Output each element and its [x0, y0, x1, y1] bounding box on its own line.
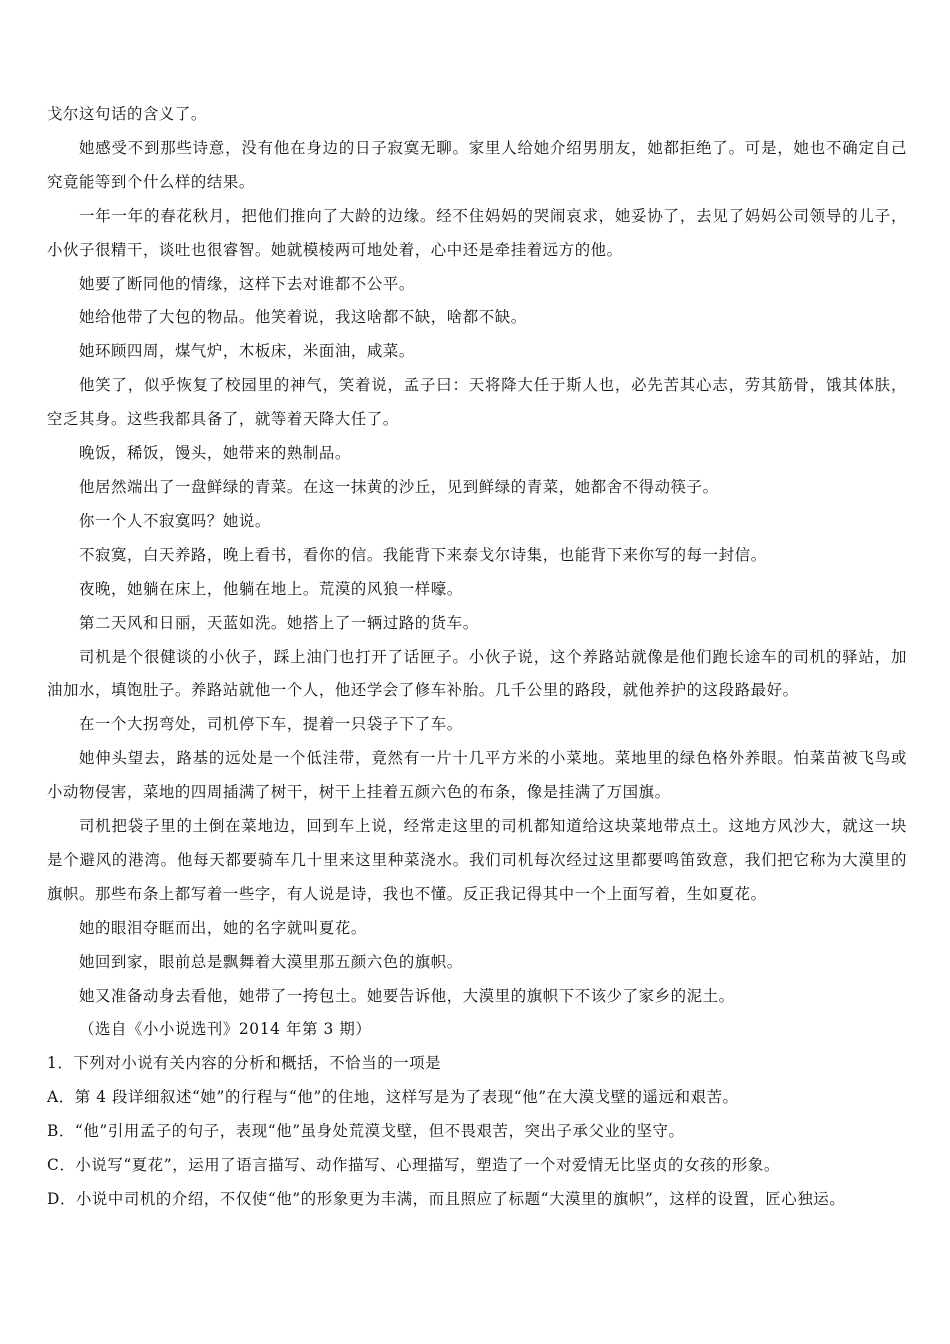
paragraph-19: 她又准备动身去看他，她带了一挎包土。她要告诉他，大漠里的旗帜下不该少了家乡的泥土。 [79, 986, 735, 1005]
paragraph-13: 司机是个很健谈的小伙子，踩上油门也打开了话匣子。小伙子说，这个养路站就像是他们跑长途车的司机的驿站，加油加水，填饱肚子。养路站就他一个人，他还学会了修车补胎。几千公里的路段，就他养护的这段路最好。 [47, 647, 907, 700]
question-stem: 1．下列对小说有关内容的分析和概括，不恰当的一项是 [47, 1054, 442, 1073]
paragraph-8: 他居然端出了一盘鲜绿的青菜。在这一抹黄的沙丘，见到鲜绿的青菜，她都舍不得动筷子。 [79, 477, 719, 496]
paragraph-5: 她环顾四周，煤气炉，木板床，米面油，咸菜。 [79, 342, 415, 361]
paragraph-1: 她感受不到那些诗意，没有他在身边的日子寂寞无聊。家里人给她介绍男朋友，她都拒绝了。可是，她也不确定自己究竟能等到个什么样的结果。 [47, 138, 907, 191]
paragraph-14: 在一个大拐弯处，司机停下车，提着一只袋子下了车。 [79, 715, 463, 734]
paragraph-3: 她要了断同他的情缘，这样下去对谁都不公平。 [79, 274, 415, 293]
paragraph-9: 你一个人不寂寞吗？她说。 [79, 511, 271, 530]
paragraph-7: 晚饭，稀饭，馒头，她带来的熟制品。 [79, 444, 351, 463]
paragraph-6: 他笑了，似乎恢复了校园里的神气，笑着说，孟子曰：天将降大任于斯人也，必先苦其心志，劳其筋骨，饿其体肤，空乏其身。这些我都具备了，就等着天降大任了。 [47, 376, 907, 429]
option-a: A．第 4 段详细叙述“她”的行程与“他”的住地，这样写是为了表现“他”在大漠戈壁的遥远和艰苦。 [47, 1088, 739, 1107]
paragraph-10: 不寂寞，白天养路，晚上看书，看你的信。我能背下来泰戈尔诗集，也能背下来你写的每一封信。 [79, 545, 767, 564]
paragraph-2: 一年一年的春花秋月，把他们推向了大龄的边缘。经不住妈妈的哭闹哀求，她妥协了，去见了妈妈公司领导的儿子，小伙子很精干，谈吐也很睿智。她就模棱两可地处着，心中还是牵挂着远方的他。 [47, 206, 907, 259]
article [47, 98, 907, 1047]
paragraph-11: 夜晚，她躺在床上，他躺在地上。荒漠的风狼一样嚎。 [79, 579, 463, 598]
question-1 [47, 1047, 907, 1217]
paragraph-4: 她给他带了大包的物品。他笑着说，我这啥都不缺，啥都不缺。 [79, 308, 527, 327]
paragraph-18: 她回到家，眼前总是飘舞着大漠里那五颜六色的旗帜。 [79, 952, 463, 971]
document-body [47, 98, 907, 1217]
paragraph-17: 她的眼泪夺眶而出，她的名字就叫夏花。 [79, 918, 367, 937]
option-b: B．“他”引用孟子的句子，表现“他”虽身处荒漠戈壁，但不畏艰苦，突出子承父业的坚守。 [47, 1122, 685, 1141]
paragraph-0: 戈尔这句话的含义了。 [47, 105, 207, 123]
paragraph-15: 她伸头望去，路基的远处是一个低洼带，竟然有一片十几平方米的小菜地。菜地里的绿色格外养眼。怕菜苗被飞鸟或小动物侵害，菜地的四周插满了树干，树干上挂着五颜六色的布条，像是挂满了万国旗。 [47, 749, 907, 802]
paragraph-12: 第二天风和日丽，天蓝如洗。她搭上了一辆过路的货车。 [79, 613, 479, 632]
article-source: （选自《小小说选刊》2014 年第 3 期） [79, 1020, 372, 1039]
option-d: D．小说中司机的介绍，不仅使“他”的形象更为丰满，而且照应了标题“大漠里的旗帜”，这样的设置，匠心独运。 [47, 1190, 846, 1208]
paragraph-16: 司机把袋子里的土倒在菜地边，回到车上说，经常走这里的司机都知道给这块菜地带点土。这地方风沙大，就这一块是个避风的港湾。他每天都要骑车几十里来这里种菜浇水。我们司机每次经过这里都要鸣笛致意，我们把它称为大漠里的旗帜。那些布条上都写着一些字，有人说是诗，我也不懂。反正我记得其中一个上面写着，生如夏花。 [47, 817, 907, 903]
option-c: C．小说写“夏花”，运用了语言描写、动作描写、心理描写，塑造了一个对爱情无比坚贞的女孩的形象。 [47, 1156, 780, 1175]
